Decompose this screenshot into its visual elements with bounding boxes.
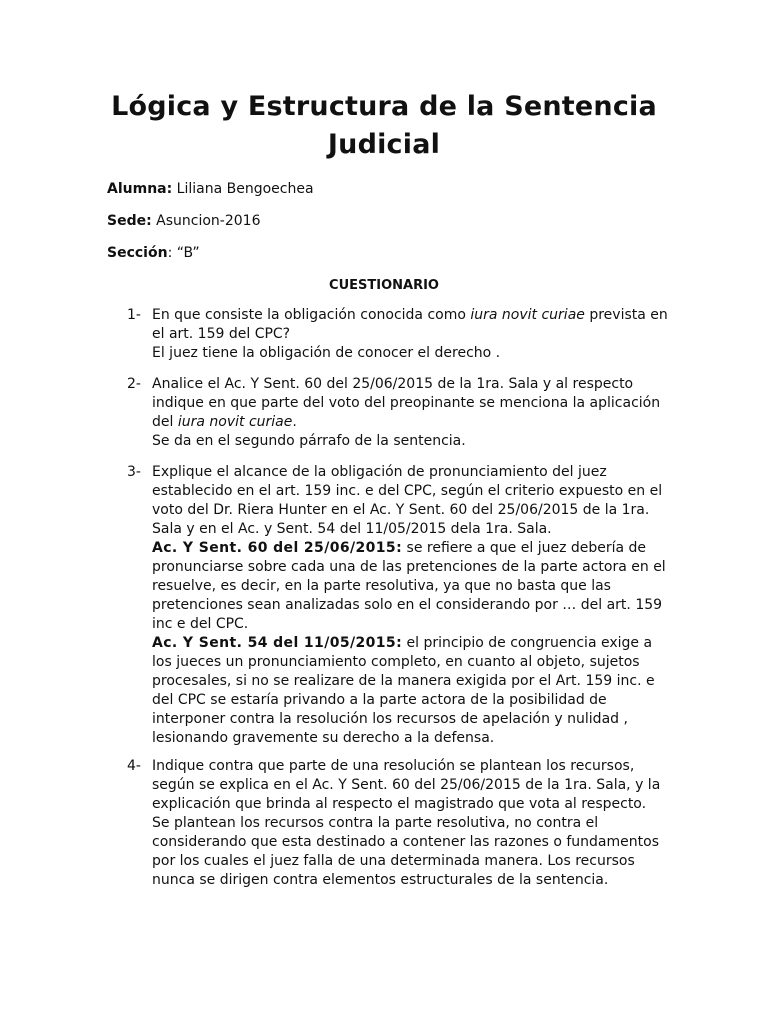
question-text-part: Analice el Ac. Y Sent. 60 del 25/06/2015 de la 1ra. Sala y al respecto indique en que parte del voto del preopinante se menciona la aplicación del xyxy=(152,376,661,430)
alumna-label: Alumna: xyxy=(107,181,173,197)
sede-value: Asuncion-2016 xyxy=(151,213,261,229)
answer-source-text: se refiere a que el juez debería de pronunciarse sobre cada una de las pretenciones de la parte actora en el resuelve, es decir, en la parte resolutiva, ya que no basta que las pretenciones sean analizadas solo en el considerando por … del art. 159 inc e del CPC. xyxy=(152,540,666,632)
question-emphasis: iura novit curiae xyxy=(470,307,585,323)
alumna-line xyxy=(107,179,314,199)
question-emphasis: iura novit curiae xyxy=(177,414,293,430)
document-title xyxy=(60,88,708,164)
alumna-value: Liliana Bengoechea xyxy=(172,181,314,197)
answer-text xyxy=(152,539,672,634)
answer-source-label: Ac. Y Sent. 54 del 11/05/2015: xyxy=(152,635,403,651)
title-line-1: Lógica y Estructura de la Sentencia xyxy=(111,91,657,122)
answer-text xyxy=(152,634,672,748)
question-text xyxy=(152,375,672,432)
question-text: Indique contra que parte de una resolución se plantean los recursos, según se explica en el Ac. Y Sent. 60 del 25/06/2015 de la 1ra. Sala, y la explicación que brinda al respecto el magistrado que vota al respecto. xyxy=(152,758,661,812)
title-line-2: Judicial xyxy=(327,129,441,160)
sede-line xyxy=(107,211,260,231)
answer-text: El juez tiene la obligación de conocer el derecho . xyxy=(152,345,501,361)
question-number: 1- xyxy=(127,307,141,323)
question-number: 4- xyxy=(127,758,141,774)
question-item-2 xyxy=(127,375,672,451)
answer-source-text: el principio de congruencia exige a los jueces un pronunciamiento completo, en cuanto al objeto, sujetos procesales, si no se realizare de la manera exigida por el Art. 159 inc. e del CPC se estaría privando a la parte actora de la posibilidad de interponer contra la resolución los recursos de apelación y nulidad , lesionando gravemente su derecho a la defensa. xyxy=(152,635,655,746)
cuestionario-heading: CUESTIONARIO xyxy=(329,278,439,293)
question-text xyxy=(152,306,672,344)
question-number: 2- xyxy=(127,376,141,392)
sede-label: Sede: xyxy=(107,213,152,229)
question-text: Explique el alcance de la obligación de pronunciamiento del juez establecido en el art. 159 inc. e del CPC, según el criterio expuesto en el voto del Dr. Riera Hunter en el Ac. Y Sent. 60 del 25/06/2015 de la 1ra. Sala y en el Ac. y Sent. 54 del 11/05/2015 dela 1ra. Sala. xyxy=(152,464,663,537)
question-text-part: prevista en el art. 159 del CPC? xyxy=(152,307,668,342)
answer-text: Se plantean los recursos contra la parte resolutiva, no contra el considerando que esta destinado a contener las razones o fundamentos por los cuales el juez falla de una determinada manera. Los recursos nunca se dirigen contra elementos estructurales de la sentencia. xyxy=(152,815,659,888)
seccion-value: : “B” xyxy=(167,245,200,261)
question-item-3 xyxy=(127,463,672,748)
question-item-4 xyxy=(127,757,672,890)
question-text-part: En que consiste la obligación conocida como xyxy=(152,307,471,323)
seccion-label: Sección xyxy=(107,245,168,261)
answer-source-label: Ac. Y Sent. 60 del 25/06/2015: xyxy=(152,540,403,556)
answer-text: Se da en el segundo párrafo de la sentencia. xyxy=(152,433,466,449)
seccion-line xyxy=(107,243,200,263)
question-item-1 xyxy=(127,306,672,363)
question-number: 3- xyxy=(127,464,141,480)
question-text-part: . xyxy=(292,414,297,430)
